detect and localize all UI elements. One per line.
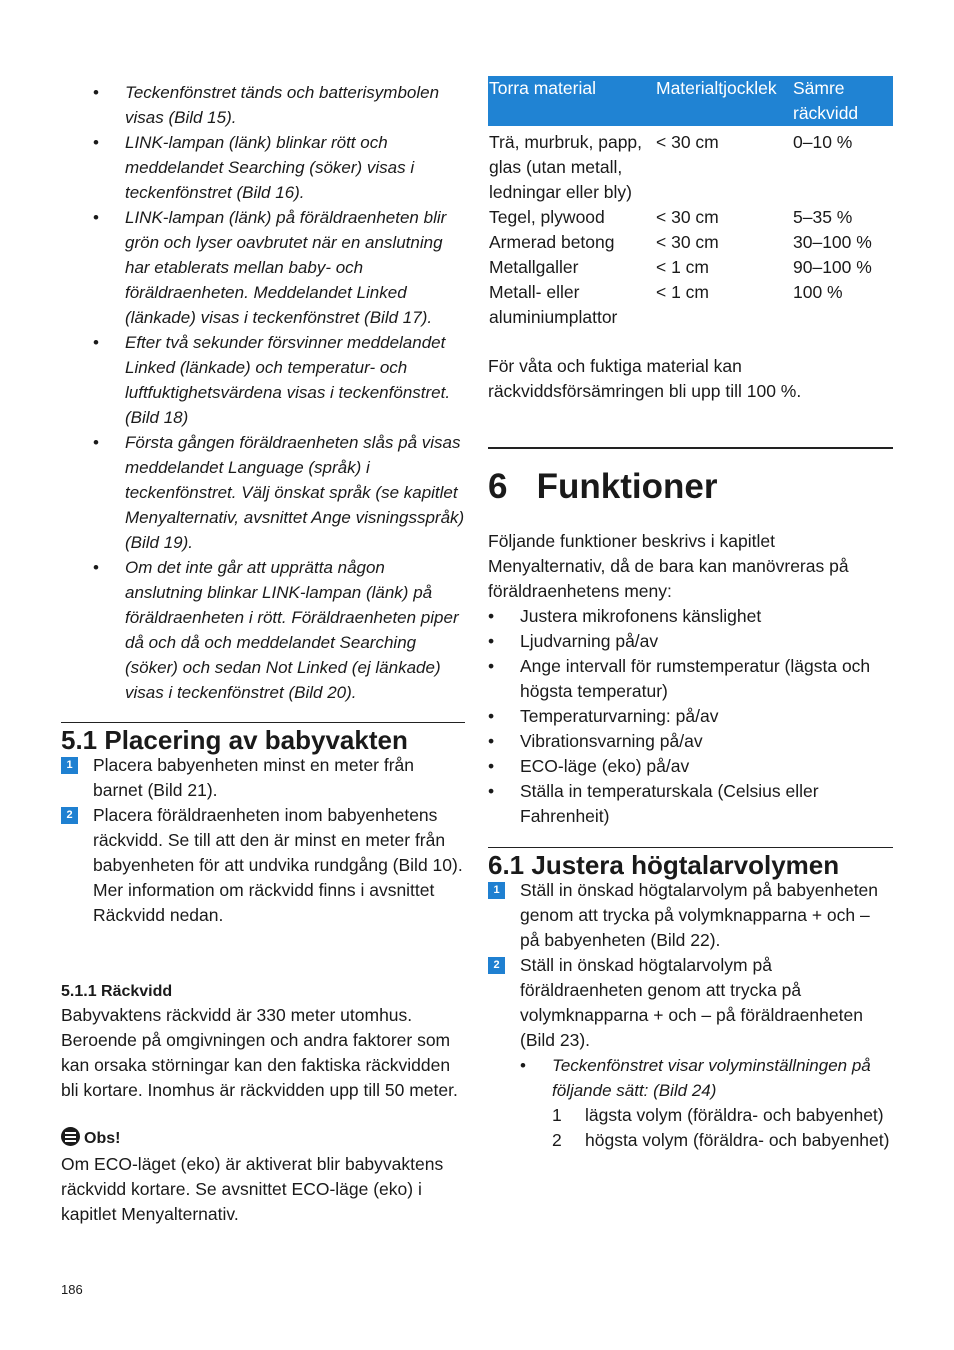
step-number: 2: [488, 957, 505, 974]
table-cell: < 1 cm: [656, 257, 710, 277]
table-header-row: [488, 76, 893, 126]
note-heading: [61, 1127, 120, 1150]
list-item: • Efter två sekunder försvinner meddelandet Linked (länkade) och temperatur- och luftfuktighetsvärdena visas i teckenfönstret. (Bild 18): [93, 330, 465, 430]
placement-steps: [61, 753, 465, 928]
table-row: [488, 255, 893, 280]
volume-levels: [552, 1103, 892, 1153]
volume-level-item: [552, 1103, 892, 1128]
level-text: lägsta volym (föräldra- och babyenhet): [585, 1105, 884, 1125]
section-title-volume: 6.1 Justera högtalarvolymen: [488, 847, 893, 880]
level-text: högsta volym (föräldra- och babyenhet): [585, 1130, 890, 1150]
note-paragraph: Om ECO-läget (eko) är aktiverat blir babyvaktens räckvidd kortare. Se avsnittet ECO-läge (eko) i kapitlet Menyalternativ.: [61, 1154, 444, 1224]
list-item: • Om det inte går att upprätta någon anslutning blinkar LINK-lampan (länk) på föräldraenheten i rött. Föräldraenheten piper då och då och meddelandet Searching (söker) och sedan Not Linked (ej länkade) visas i teckenfönstret (Bild 20).: [93, 555, 465, 705]
page-number: 186: [61, 1282, 83, 1297]
section-title-placement: 5.1 Placering av babyvakten: [61, 722, 465, 755]
step-1: [61, 753, 465, 803]
step-number: 2: [61, 807, 78, 824]
table-header: Torra material: [488, 76, 655, 126]
table-cell: Tegel, plywood: [489, 207, 605, 227]
range-paragraph: Babyvaktens räckvidd är 330 meter utomhus. Beroende på omgivningen och andra faktorer som kan orsaka störningar kan den faktiska räckvidden bli kortare. Inomhus är räckvidden upp till 50 meter.: [61, 1005, 458, 1100]
table-row: [488, 126, 893, 205]
list-item: • Vibrationsvarning på/av: [488, 729, 893, 754]
status-bullet-list: [93, 80, 465, 705]
table-row: [488, 280, 893, 330]
table-cell: Trä, murbruk, papp, glas (utan metall, ledningar eller bly): [489, 132, 643, 202]
step-extra-text: Mer information om räckvidd finns i avsnittet Räckvidd nedan.: [93, 880, 435, 925]
level-number: 1: [552, 1105, 562, 1125]
list-item: • Första gången föräldraenheten slås på visas meddelandet Language (språk) i teckenfönstret. Välj önskat språk (se kapitlet Menyalternativ, avsnittet Ange visningsspråk) (Bild 19).: [93, 430, 465, 555]
table-cell: < 30 cm: [656, 207, 719, 227]
table-row: [488, 230, 893, 255]
feature-list: [488, 604, 893, 829]
step-number: 1: [488, 882, 505, 899]
list-item: • Ljudvarning på/av: [488, 629, 893, 654]
step-text: Placera föräldraenheten inom babyenhetens räckvidd. Se till att den är minst en meter från babyenheten för att undvika rundgång (Bild 10).: [93, 805, 463, 875]
step-number: 1: [61, 757, 78, 774]
step-1: [488, 878, 893, 953]
table-cell: 90–100 %: [793, 257, 872, 277]
volume-steps: [488, 878, 893, 1053]
table-cell: Metall- eller aluminiumplattor: [489, 282, 618, 327]
step-text: Ställ in önskad högtalarvolym på babyenheten genom att trycka på volymknapparna + och – på babyenheten (Bild 22).: [520, 880, 879, 950]
list-item: • LINK-lampan (länk) på föräldraenheten blir grön och lyser oavbrutet när en anslutning har etablerats mellan baby- och föräldraenheten. Meddelandet Linked (länkade) visas i teckenfönstret (Bild 17).: [93, 205, 465, 330]
list-item: • Ange intervall för rumstemperatur (lägsta och högsta temperatur): [488, 654, 893, 704]
table-cell: < 30 cm: [656, 232, 719, 252]
table-cell: Metallgaller: [489, 257, 579, 277]
table-row: [488, 205, 893, 230]
table-cell: 100 %: [793, 282, 843, 302]
note-label: Obs!: [84, 1130, 121, 1147]
table-cell: < 1 cm: [656, 282, 710, 302]
table-cell: Armerad betong: [489, 232, 615, 252]
range-reduction-table: [488, 76, 893, 330]
list-item: • Teckenfönstret visar volyminställningen på följande sätt: (Bild 24): [520, 1053, 893, 1103]
list-item: • Ställa in temperaturskala (Celsius eller Fahrenheit): [488, 779, 893, 829]
step-2: [488, 953, 893, 1053]
step-2: [61, 803, 465, 928]
list-item: • Justera mikrofonens känslighet: [488, 604, 893, 629]
list-item: • Teckenfönstret tänds och batterisymbolen visas (Bild 15).: [93, 80, 465, 130]
level-number: 2: [552, 1130, 562, 1150]
list-item: • LINK-lampan (länk) blinkar rött och meddelandet Searching (söker) visas i teckenfönstret (Bild 16).: [93, 130, 465, 205]
table-cell: 30–100 %: [793, 232, 872, 252]
wet-material-note: För våta och fuktiga material kan räckviddsförsämringen bli upp till 100 %.: [488, 356, 802, 401]
volume-sub-bullet: [520, 1053, 893, 1103]
step-text: Ställ in önskad högtalarvolym på föräldraenheten genom att trycka på volymknapparna + och – på föräldraenheten (Bild 23).: [520, 955, 863, 1050]
subsection-title-range: 5.1.1 Räckvidd: [61, 983, 173, 1000]
note-icon: [61, 1127, 80, 1146]
list-item: • Temperaturvarning: på/av: [488, 704, 893, 729]
step-text: Placera babyenheten minst en meter från barnet (Bild 21).: [93, 755, 415, 800]
table-cell: 0–10 %: [793, 132, 853, 152]
list-item: • ECO-läge (eko) på/av: [488, 754, 893, 779]
table-header: Sämre räckvidd: [792, 76, 893, 126]
table-cell: < 30 cm: [656, 132, 719, 152]
chapter-intro: Följande funktioner beskrivs i kapitlet Menyalternativ, då de bara kan manövreras på föräldraenhetens meny:: [488, 531, 849, 601]
table-header: Materialtjocklek: [655, 76, 792, 126]
chapter-title: 6 Funktioner: [488, 447, 893, 507]
table-cell: 5–35 %: [793, 207, 853, 227]
volume-level-item: [552, 1128, 892, 1153]
